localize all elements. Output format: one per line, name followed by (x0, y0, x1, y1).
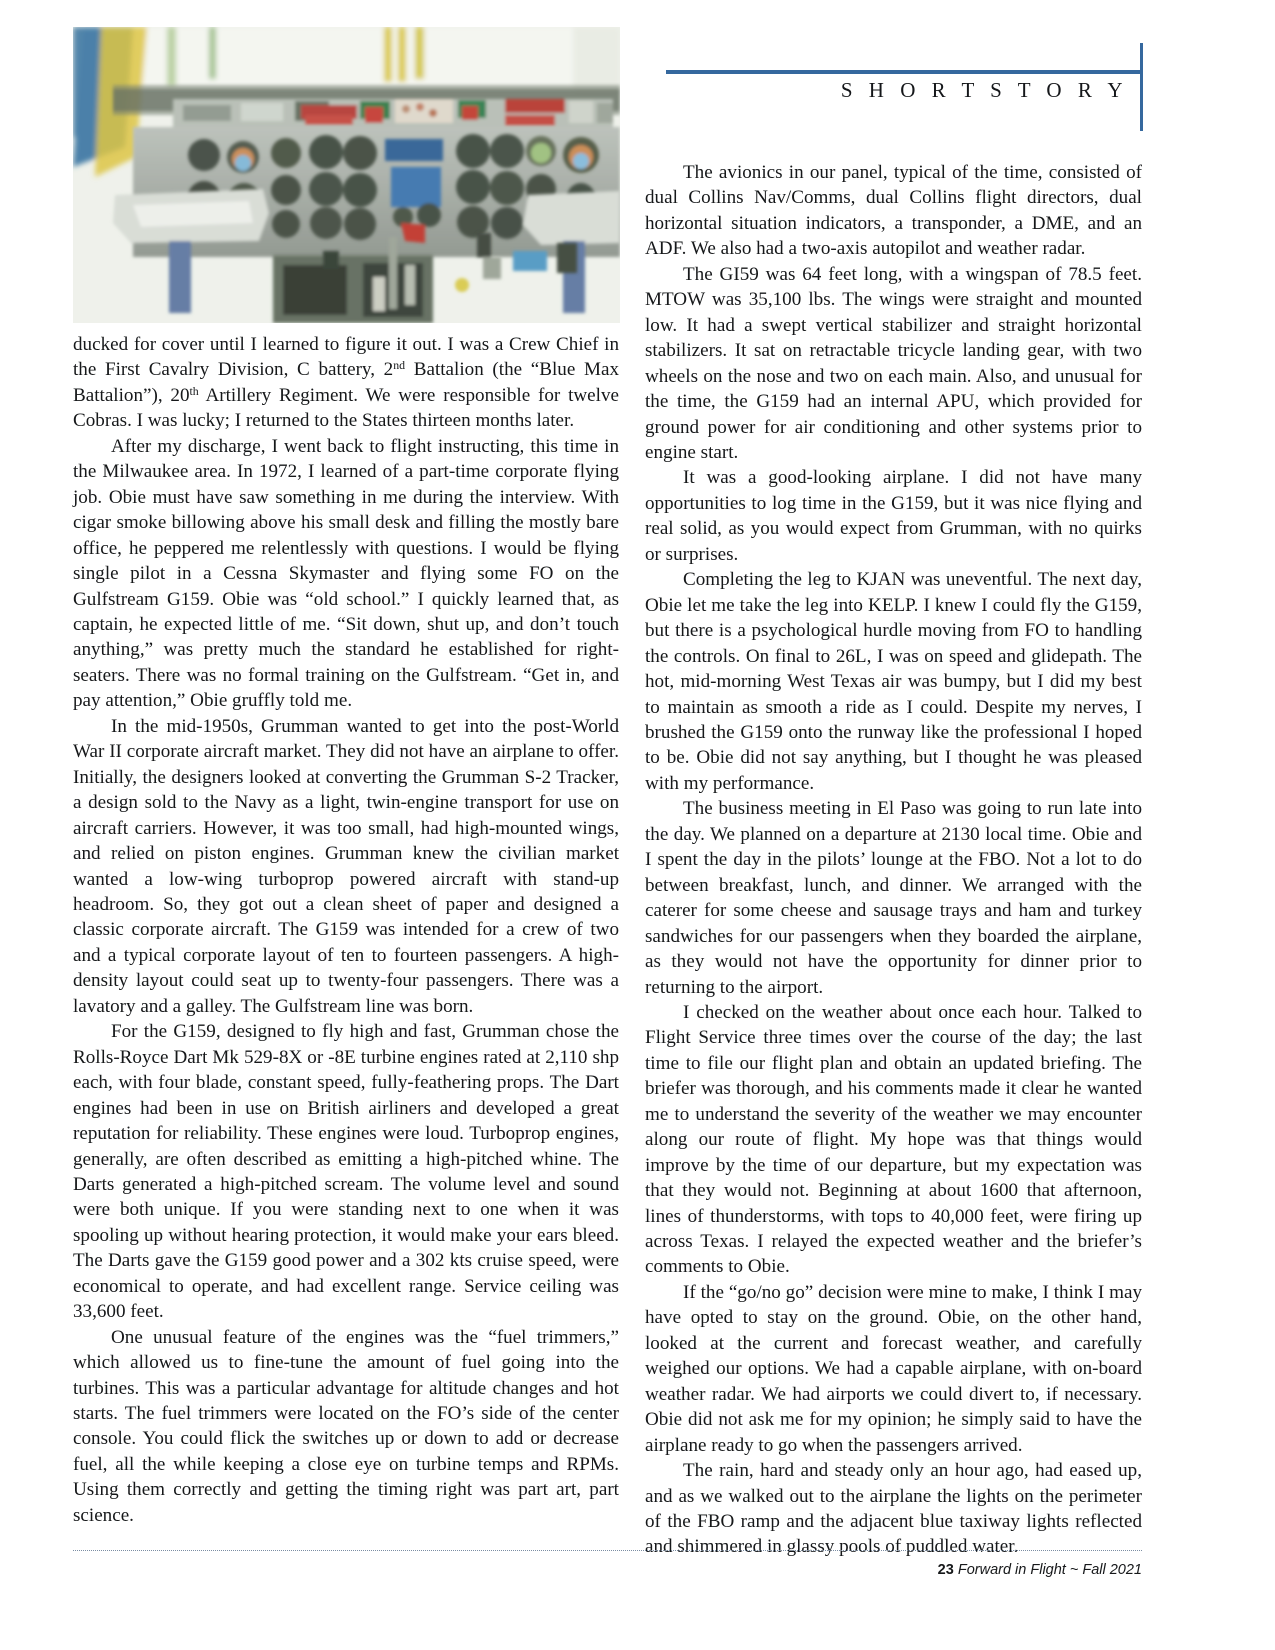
body-paragraph: I checked on the weather about once each hour. Talked to Flight Service three times over the course of the day; the last time to file our flight plan and obtain an updated briefing. The briefer was thorough, and his comments made it clear he wanted me to understand the severity of the weather we may encounter along our route of flight. My hope was that things would improve by the time of our departure, but my expectation was that they would not. Beginning at about 1600 that afternoon, lines of thunderstorms, with tops to 40,000 feet, were firing up across Texas. I relayed the expected weather and the briefer’s comments to Obie. (645, 1001, 1142, 1278)
cockpit-photo (73, 27, 620, 323)
body-paragraph: ducked for cover until I learned to figure it out. I was a Crew Chief in the First Cavalry Division, C battery, 2nd Battalion (the “Blue Max Battalion”), 20th Artillery Regiment. We were responsible for twelve Cobras. I was lucky; I returned to the States thirteen months later. (73, 334, 619, 432)
cockpit-photo-image (73, 27, 620, 323)
body-paragraph: The rain, hard and steady only an hour ago, had eased up, and as we walked out to the airplane the lights on the perimeter of the FBO ramp and the adjacent blue taxiway lights reflected and shimmered in glassy pools of puddled water. (645, 1460, 1142, 1558)
body-paragraph: After my discharge, I went back to flight instructing, this time in the Milwaukee area. In 1972, I learned of a part-time corporate flying job. Obie must have saw something in me during the interview. With cigar smoke billowing above his small desk and filling the mostly bare office, he peppered me relentlessly with questions. I would be flying single pilot in a Cessna Skymaster and flying some FO on the Gulfstream G159. Obie was “old school.” I quickly learned that, as captain, he expected little of me. “Sit down, shut up, and don’t touch anything,” was pretty much the standard he established for right-seaters. There was no formal training on the Gulfstream. “Get in, and pay attention,” Obie gruffly told me. (73, 435, 619, 712)
footer-divider (73, 1550, 1142, 1551)
body-paragraph: In the mid-1950s, Grumman wanted to get into the post-World War II corporate aircraft market. They did not have an airplane to offer. Initially, the designers looked at converting the Grumman S-2 Tracker, a design sold to the Navy as a light, twin-engine transport for use on aircraft carriers. However, it was too small, had high-mounted wings, and relied on piston engines. Grumman knew the civilian market wanted a low-wing turboprop powered aircraft with stand-up headroom. So, they got out a clean sheet of paper and designed a classic corporate aircraft. The G159 was intended for a crew of two and a typical corporate layout of ten to fourteen passengers. A high-density layout could seat up to twenty-four passengers. There was a lavatory and a galley. The Gulfstream line was born. (73, 715, 619, 1017)
body-paragraph: If the “go/no go” decision were mine to make, I think I may have opted to stay on the ground. Obie, on the other hand, looked at the current and forecast weather, and carefully weighed our options. We had a capable airplane, with on-board weather radar. We had airports we could divert to, if necessary. Obie did not ask me for my opinion; he simply said to have the airplane ready to go when the passengers arrived. (645, 1281, 1142, 1456)
page-number: 23 (937, 1562, 954, 1578)
section-kicker: S H O R T S T O R Y (840, 78, 1128, 102)
footer (642, 1562, 1142, 1578)
ordinal-superscript: nd (393, 358, 406, 373)
header-rule-horizontal (666, 70, 1142, 74)
body-paragraph: The GI59 was 64 feet long, with a wingspan of 78.5 feet. MTOW was 35,100 lbs. The wings were straight and mounted low. It had a swept vertical stabilizer and straight horizontal stabilizers. It sat on retractable tricycle landing gear, with two wheels on the nose and two on each main. Also, and unusual for the time, the G159 had an internal APU, which provided for ground power for air conditioning and other systems prior to engine start. (645, 263, 1142, 463)
publication-info: Forward in Flight ~ Fall 2021 (957, 1562, 1142, 1578)
body-paragraph: It was a good-looking airplane. I did not have many opportunities to log time in the G159, but it was nice flying and real solid, as you would expect from Grumman, with no quirks or surprises. (645, 467, 1142, 565)
header-rule-vertical (1140, 43, 1143, 131)
body-paragraph: For the G159, designed to fly high and fast, Grumman chose the Rolls-Royce Dart Mk 529-8X or -8E turbine engines rated at 2,110 shp each, with four blade, constant speed, fully-feathering props. The Dart engines had been in use on British airliners and developed a great reputation for reliability. These engines were loud. Turboprop engines, generally, are often described as emitting a high-pitched whine. The Darts generated a high-pitched scream. The volume level and sound were both unique. If you were standing next to one when it was spooling up without hearing protection, it would make your ears bleed. The Darts gave the G159 good power and a 302 kts cruise speed, were economical to operate, and had excellent range. Service ceiling was 33,600 feet. (73, 1021, 619, 1323)
body-column-right (645, 160, 1142, 1560)
ordinal-superscript: th (189, 383, 199, 398)
body-paragraph: One unusual feature of the engines was the “fuel trimmers,” which allowed us to fine-tune the amount of fuel going into the turbines. This was a particular advantage for altitude changes and hot starts. The fuel trimmers were located on the FO’s side of the center console. You could flick the switches up or down to add or decrease fuel, all the while keeping a close eye on turbine temps and RPMs. Using them correctly and getting the timing right was part art, part science. (73, 1326, 619, 1526)
body-paragraph: The business meeting in El Paso was going to run late into the day. We planned on a departure at 2130 local time. Obie and I spent the day in the pilots’ lounge at the FBO. Not a lot to do between breakfast, lunch, and dinner. We arranged with the caterer for some cheese and sausage trays and ham and turkey sandwiches for our passengers when they boarded the airplane, as they would not have the opportunity for dinner prior to returning to the airport. (645, 798, 1142, 998)
body-paragraph: The avionics in our panel, typical of the time, consisted of dual Collins Nav/Comms, dual Collins flight directors, dual horizontal situation indicators, a transponder, a DME, and an ADF. We also had a two-axis autopilot and weather radar. (645, 162, 1142, 260)
body-paragraph: Completing the leg to KJAN was uneventful. The next day, Obie let me take the leg into KELP. I knew I could fly the G159, but there is a psychological hurdle moving from FO to handling the controls. On final to 26L, I was on speed and glidepath. The hot, mid-morning West Texas air was bumpy, but I did my best to maintain as smooth a ride as I could. Despite my nerves, I brushed the G159 onto the runway like the professional I hoped to be. Obie did not say anything, but I thought he was pleased with my performance. (645, 569, 1142, 794)
body-column-left (73, 332, 619, 1528)
